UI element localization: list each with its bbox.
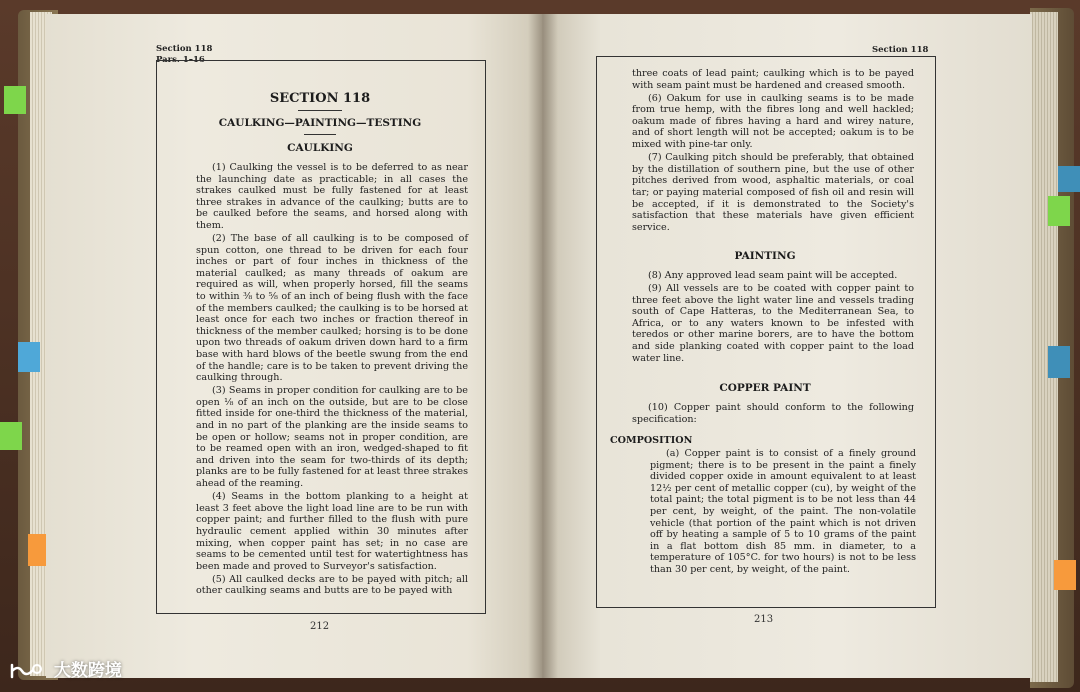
title-rule [298, 110, 342, 111]
paragraph: (6) Oakum for use in caulking seams is to be made from true hemp, with the fibres long and well hackled; oakum made of fibres having a hard and wirey nature, and of short length will not be accepted; oakum is to be mixed with pine-tar only. [632, 92, 914, 151]
left-header-pars: Pars. 1–16 [156, 55, 205, 65]
section-title: SECTION 118 [269, 91, 371, 106]
paragraph: (4) Seams in the bottom planking to a height at least 3 feet above the light load line are to be run with copper paint; and further filled to the flush with pure hydraulic cement applied within 30 minutes after mixing, when copper paint has set; in no case are seams to be cemented until test for watertightness has been made and proved to Surveyor's satisfaction. [196, 491, 468, 572]
section-subtitle: CAULKING—PAINTING—TESTING [218, 117, 422, 129]
paragraph: three coats of lead paint; caulking which is to be payed with seam paint must be hardened and creased smooth. [632, 68, 914, 91]
caulking-heading: CAULKING [287, 142, 353, 154]
paragraph: (10) Copper paint should conform to the following specification: [632, 402, 914, 425]
sticky-tab-green [0, 422, 22, 450]
right-page-number: 213 [754, 614, 774, 625]
right-header-section: Section 118 [872, 45, 929, 55]
sticky-tab-teal [1048, 346, 1070, 378]
sticky-tab-green [4, 86, 26, 114]
watermark-text: 大数跨境 [53, 661, 122, 681]
left-header-section: Section 118 [156, 44, 213, 54]
watermark-logo-icon [8, 661, 44, 681]
watermark [8, 656, 122, 681]
copper-paint-paragraph [632, 402, 914, 427]
paragraph: (1) Caulking the vessel is to be deferred to as near the launching date as practicable; in all cases the strakes caulked must be fully fastened for at least three strakes in advance of the caulking; butts are to be caulked before the seams, and horsed along with them. [196, 162, 468, 231]
sticky-tab-teal [1058, 166, 1080, 192]
paragraph: (7) Caulking pitch should be preferably, that obtained by the distillation of southern pine, but the use of other pitches derived from wood, asphaltic materials, or coal tar; or paying material composed of fish oil and resin will be accepted, if it is demonstrated to the Society's satisfaction that these materials have given efficient service. [632, 152, 914, 233]
composition-label: COMPOSITION [610, 435, 693, 446]
sticky-tab-green [1048, 196, 1070, 226]
copper-paint-heading: COPPER PAINT [719, 382, 811, 394]
sticky-tab-blue [18, 342, 40, 372]
paragraph: (5) All caulked decks are to be payed with pitch; all other caulking seams and butts are to be payed with [196, 573, 468, 597]
paragraph: (3) Seams in proper condition for caulking are to be open ⅛ of an inch on the outside, but are to be close fitted inside for one-third the thickness of the material, and in no part of the planking are the inside seams to be open or hollow; seams not in proper condition, are to be reamed open with an iron, wedged-shaped to fit and driven into the seam for two-thirds of its depth; planks are to be fully fastened for at least three strakes ahead of the reaming. [196, 385, 468, 490]
left-page-number: 212 [310, 621, 330, 632]
paragraph: (2) The base of all caulking is to be composed of spun cotton, one thread to be driven for each four inches or part of four inches in thickness of the material caulked; as many threads of oakum are required as will, when properly horsed, fill the seams to within ⅜ to ⅝ of an inch of being flush with the face of the members caulked; the caulking is to be horsed at least once for each two inches or fraction thereof in thickness of the member caulked; horsing is to be done upon two threads of oakum driven down hard to a firm base with hard blows of the beetle swung from the end of the handle; care is to be taken to prevent driving the caulking through. [196, 233, 468, 384]
right-body-text-painting [632, 270, 914, 366]
painting-heading: PAINTING [734, 250, 796, 262]
book-gutter-shadow [528, 14, 558, 678]
paragraph: (9) All vessels are to be coated with copper paint to three feet above the light water line and vessels trading south of Cape Hatteras, to the Mediterranean Sea, to Africa, or to any waters known to be infested with teredos or other marine borers, are to have the bottom and side planking coated with copper paint to the load water line. [632, 283, 914, 364]
composition-text-block [650, 448, 916, 577]
subtitle-rule [304, 134, 336, 135]
left-body-text [196, 162, 468, 598]
sticky-tab-orange [1054, 560, 1076, 590]
right-body-text-top [632, 68, 914, 235]
paragraph: (8) Any approved lead seam paint will be accepted. [648, 270, 898, 281]
paragraph: (a) Copper paint is to consist of a finely ground pigment; there is to be present in the paint a finely divided copper oxide in amount equivalent to at least 12½ per cent of metallic copper (cu), by weight of the total paint; the total pigment is to be not less than 44 per cent, by weight, of the paint. The non-volatile vehicle (that portion of the paint which is not driven off by heating a sample of 5 to 10 grams of the paint in a flat bottom dish 85 mm. in diameter, to a temperature of 105°C. for two hours) is not to be less than 30 per cent, by weight, of the paint. [650, 448, 916, 575]
